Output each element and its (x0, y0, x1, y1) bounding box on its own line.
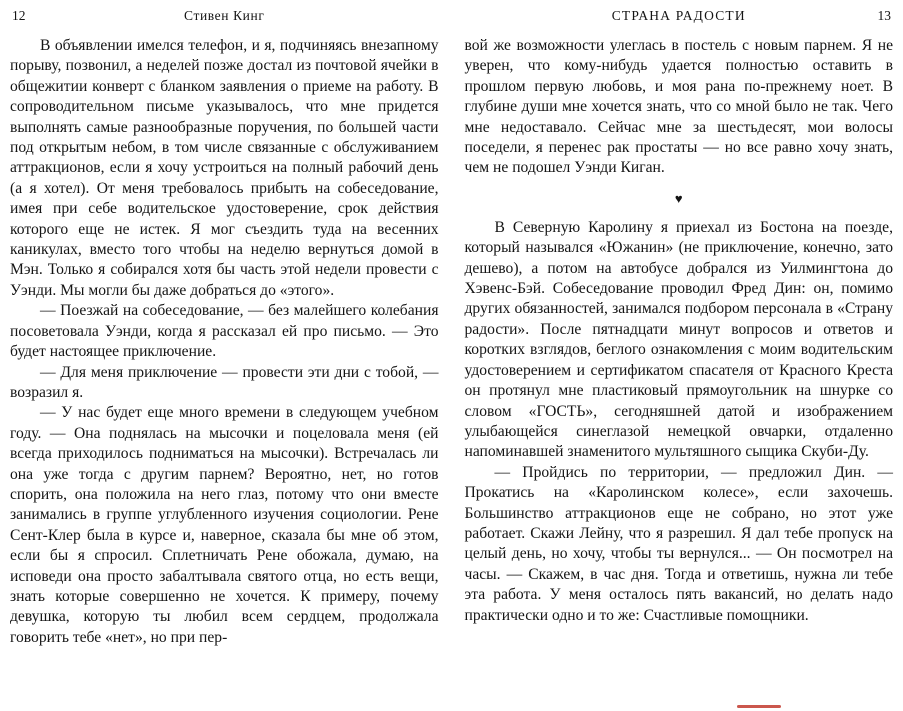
paragraph: В Северную Каролину я приехал из Бостона на поезде, который назывался «Южанин» (не приключение, конечно, зато дешево), а потом на автобусе добрался из Уилмингтона до Хэвенс-Бэй. Собеседование проводил Фред Дин: он, помимо других обязанностей, занимался подбором персонала в «Страну радости». После пятнадцати минут вопросов и ответов и коротких взглядов, беглого ознакомления с моим водительским удостоверением и сертификатом спасателя от Красного Креста он протянул мне пластиковый прямоугольник на шнурке со словом «ГОСТЬ», сегодняшней датой и изображением улыбающейся синеглазой немецкой овчарки, отдаленно напоминавшей знаменитого мультяшного сыщика Скуби-Ду. (464, 218, 893, 461)
page-header-right (465, 4, 894, 36)
paragraph: В объявлении имелся телефон, и я, подчиняясь внезапному порыву, позвонил, а неделей позже достал из почтовой ячейки в общежитии конверт с бланком заявления о приеме на работу. В сопроводительном письме указывалось, что мне придется выполнять самые разнообразные поручения, по большей части под открытым небом, в том числе связанные с обслуживанием аттракционов, если я хочу устроиться на полный рабочий день (а я хотел). От меня требовалось прибыть на собеседование, имея при себе водительское удостоверение, срок действия которого еще не истек. Я мог съездить туда на весенних каникулах, вместо того чтобы на неделю вернуться домой в Мэн. Только я собирался хотя бы часть этой недели провести с Уэнди. Мы могли бы даже добраться до «этого». (10, 37, 439, 299)
page-right (465, 4, 894, 711)
paragraph: — Поезжай на собеседование, — без малейшего колебания посоветовала Уэнди, когда я рассказал ей про письмо. — Это будет настоящее приключение. (10, 302, 439, 361)
paragraph: — У нас будет еще много времени в следующем учебном году. — Она поднялась на мысочки и поцеловала меня (ей всегда приходилось подниматься на мысочки). Встречалась ли она уже тогда с другим парнем? Вероятно, нет, но готов спорить, она положила на него глаз, потому что они вместе занимались в группе углубленного изучения социологии. Рене Сент-Клер была в курсе и, наверное, сказала бы мне об этом, если бы я спросил. Сплетничать Рене обожала, думаю, на исповеди она просто забалтывала святого отца, но есть вещи, знать которые совершенно не хочется. К примеру, почему девушка, которую ты любил всем сердцем, продолжала говорить тебе «нет», но при пер- (10, 404, 439, 646)
heart-divider-icon: ♥ (674, 190, 683, 206)
paragraph: — Пройдись по территории, — предложил Дин. — Прокатись на «Каролинском колесе», если захочешь. Большинство аттракционов еще не собрано, но этот уже работает. Скажи Лейну, что я разрешил. Я дал тебе пропуск на целый день, но хочу, чтобы ты вернулся... — Он посмотрел на часы. — Скажем, в час дня. Тогда и ответишь, нужна ли тебе эта работа. У меня осталось пять вакансий, но делать надо практически одно и то же: Счастливые помощники. (464, 463, 893, 624)
red-mark (737, 705, 781, 708)
running-head-author: Стивен Кинг (184, 8, 265, 23)
page-body-right (465, 36, 894, 626)
page-left (10, 4, 439, 711)
section-after-divider (465, 218, 894, 626)
paragraph: — Для меня приключение — провести эти дни с тобой, — возразил я. (10, 363, 439, 401)
page-number-right: 13 (877, 8, 891, 23)
continuation-paragraph: вой же возможности улеглась в постель с новым парнем. Я не уверен, что кому-нибудь удается полностью оставить в прошлом первую любовь, и моя рана по-прежнему ноет. В глубине души мне хочется знать, что со мной было не так. Чего мне недоставало. Сейчас мне за шестьдесят, мои волосы поседели, я перенес рак простаты — но все равно хочу знать, чем не подошел Уэнди Киган. (464, 37, 893, 177)
page-header-left (10, 4, 439, 36)
running-head-title: СТРАНА РАДОСТИ (611, 8, 746, 23)
page-body-left (10, 36, 439, 648)
page-number-left: 12 (12, 8, 26, 23)
